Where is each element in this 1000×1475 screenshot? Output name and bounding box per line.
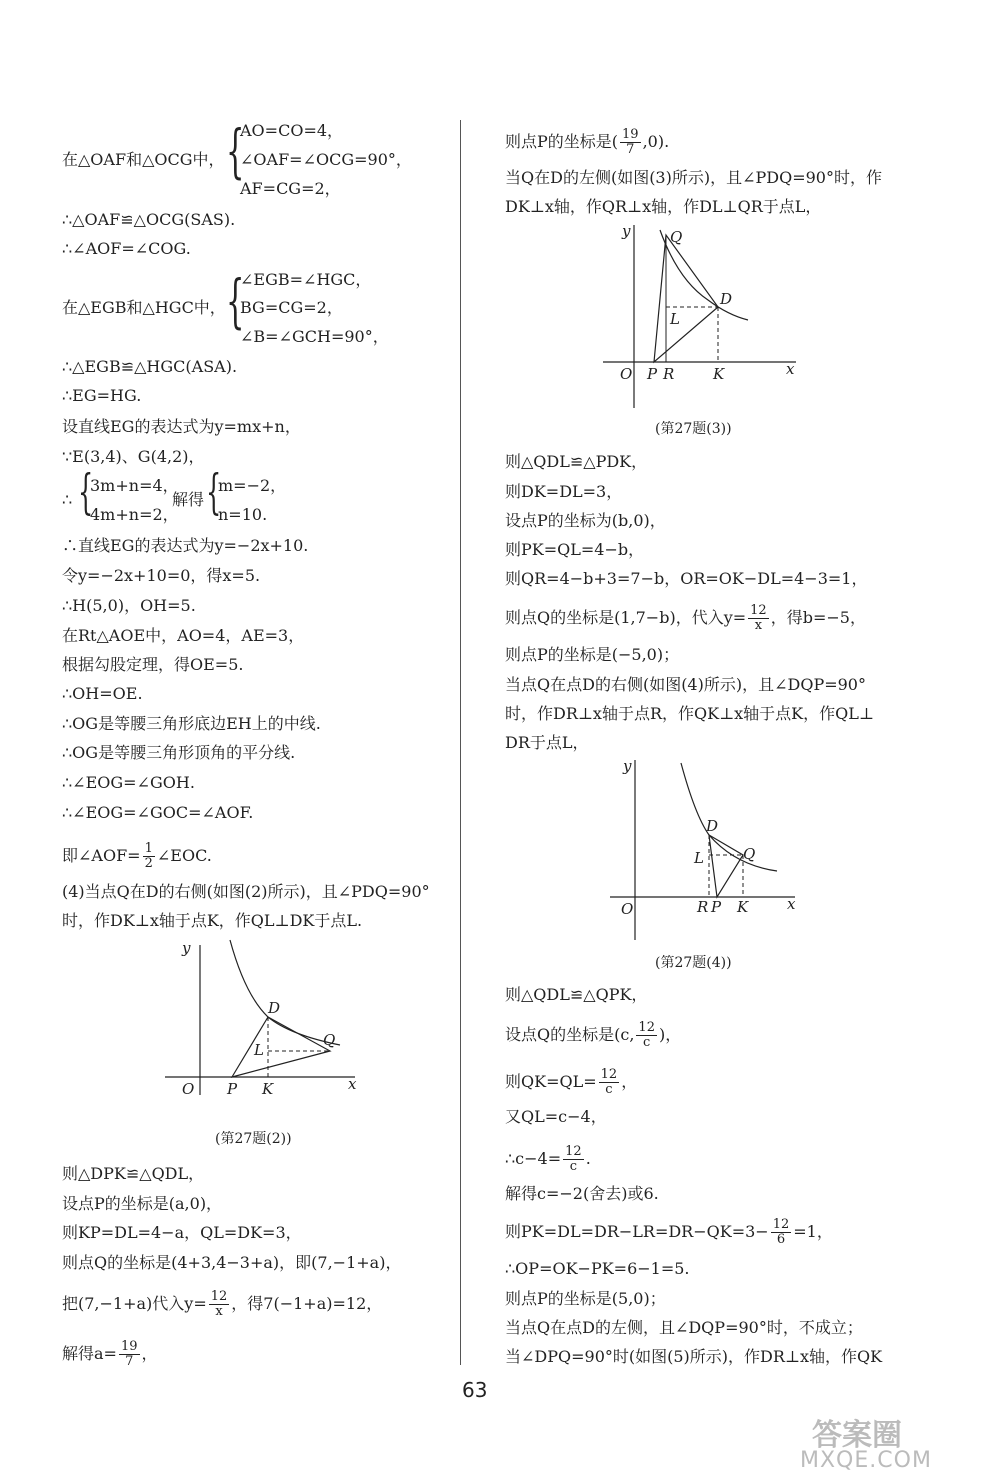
- text-line: 当∠DPQ=90°时(如图(5)所示)，作DR⊥x轴，作QK: [505, 1347, 883, 1366]
- text-line: [62, 1340, 158, 1369]
- label-x: x: [786, 360, 795, 378]
- sys3-mid: 解得: [172, 490, 205, 509]
- label-o: O: [621, 900, 634, 918]
- fraction-num: 19: [120, 1339, 138, 1354]
- brace: {: [226, 267, 245, 335]
- text-line: ∴∠EOG=∠GOC=∠AOF.: [62, 803, 254, 822]
- fraction-den: c: [569, 1159, 578, 1174]
- sys3-line: 3m+n=4，: [90, 476, 179, 495]
- label-y: y: [182, 939, 191, 957]
- label-d: D: [268, 999, 281, 1017]
- caption-fig2: (第27题(2)): [215, 1131, 292, 1147]
- text-part: ，得b=−5，: [770, 608, 866, 627]
- fraction-num: 12: [638, 1020, 655, 1035]
- triangle-dqp: [709, 835, 743, 897]
- fraction: [119, 1340, 140, 1369]
- text-part: 则点Q的坐标是(1,7−b)，代入y=: [505, 608, 747, 627]
- text-line: 则点P的坐标是(5,0)；: [505, 1289, 666, 1308]
- text-part: ，: [621, 1072, 638, 1091]
- text-line: 设点P的坐标是(a,0)，: [62, 1194, 223, 1213]
- text-line: ∵E(3,4)、G(4,2)，: [62, 447, 205, 466]
- text-line: 时，作DK⊥x轴于点K，作QL⊥DK于点L.: [62, 911, 363, 930]
- label-k: K: [262, 1080, 274, 1098]
- text-line: [505, 128, 669, 157]
- fraction-den: 7: [626, 142, 635, 157]
- brace: {: [78, 464, 94, 520]
- text-line: 根据勾股定理，得OE=5.: [62, 655, 244, 674]
- text-part: =1，: [793, 1222, 833, 1241]
- text-line: ∴OP=OK−PK=6−1=5.: [505, 1259, 690, 1278]
- text-part: 解得a=: [62, 1344, 117, 1363]
- text-line: ∴OH=OE.: [62, 684, 143, 703]
- watermark-logo: 答案圈: [812, 1418, 902, 1453]
- fraction: [620, 128, 641, 157]
- label-p: P: [227, 1080, 238, 1098]
- label-x: x: [348, 1075, 357, 1093]
- fraction: [143, 842, 155, 871]
- fraction: [599, 1068, 620, 1097]
- text-line: 则△DPK≌△QDL，: [62, 1164, 205, 1183]
- label-l: L: [670, 310, 680, 328]
- text-line: 时，作DR⊥x轴于点R，作QK⊥x轴于点K，作QL⊥: [505, 704, 874, 723]
- text-line: 在Rt△AOE中，AO=4，AE=3，: [62, 626, 305, 645]
- fraction-num: 12: [600, 1067, 618, 1082]
- hyperbola-curve: [230, 940, 340, 1045]
- fraction-num: 12: [772, 1217, 790, 1232]
- sys1-line: AF=CG=2，: [240, 179, 341, 198]
- text-part: 则QK=QL=: [505, 1072, 597, 1091]
- text-line: 又QL=c−4，: [505, 1107, 607, 1126]
- text-line: ∴∠AOF=∠COG.: [62, 239, 191, 258]
- figure-2: [160, 935, 370, 1105]
- text-line: 则点Q的坐标是(4+3,4−3+a)，即(7,−1+a)，: [62, 1253, 402, 1272]
- text-line: 当Q在D的左侧(如图(3)所示)，且∠PDQ=90°时，作: [505, 168, 882, 187]
- label-r: R: [663, 365, 675, 383]
- text-line: [505, 1021, 681, 1050]
- text-line: 则KP=DL=4−a，QL=DK=3，: [62, 1223, 302, 1242]
- label-p: P: [711, 898, 722, 916]
- fraction: [209, 1290, 230, 1319]
- text-line: ∴∠EOG=∠GOH.: [62, 773, 195, 792]
- fraction-num: 12: [565, 1144, 582, 1159]
- text-line: DR于点L，: [505, 733, 589, 752]
- text-line: 当点Q在点D的右侧(如图(4)所示)，且∠DQP=90°: [505, 675, 866, 694]
- fraction-den: 6: [776, 1232, 786, 1247]
- text-part: 设点Q的坐标是(c,: [505, 1025, 635, 1044]
- text-line: ∴直线EG的表达式为y=−2x+10.: [62, 536, 309, 555]
- text-part: 则PK=DL=DR−LR=DR−QK=3−: [505, 1222, 769, 1241]
- text-part: )，: [658, 1025, 682, 1044]
- label-d: D: [720, 290, 733, 308]
- fraction-den: c: [643, 1035, 651, 1050]
- triangle-pqd: [654, 235, 718, 362]
- text-part: .: [585, 1149, 591, 1168]
- text-line: 则△QDL≌△PDK，: [505, 452, 648, 471]
- text-line: 解得c=−2(舍去)或6.: [505, 1184, 659, 1203]
- text-line: ∴OG是等腰三角形顶角的平分线.: [62, 743, 296, 762]
- sys3-prefix: ∴: [62, 490, 73, 509]
- sys3b-line: m=−2，: [218, 476, 287, 495]
- watermark-url: MXQE.COM: [800, 1448, 932, 1473]
- label-q: Q: [670, 228, 683, 246]
- label-l: L: [254, 1041, 264, 1059]
- text-line: 令y=−2x+10=0，得x=5.: [62, 566, 261, 585]
- fraction-num: 1: [144, 841, 153, 856]
- fraction: [748, 604, 769, 633]
- text-line: 则PK=QL=4−b，: [505, 540, 645, 559]
- page-number: 63: [462, 1378, 488, 1402]
- text-line: 则△QDL≌△QPK，: [505, 985, 648, 1004]
- label-q: Q: [323, 1031, 336, 1049]
- fraction: [563, 1145, 584, 1174]
- label-l: L: [694, 849, 704, 867]
- sys1-prefix: 在△OAF和△OCG中，: [62, 150, 225, 169]
- text-line: [505, 604, 866, 633]
- text-line: 则QR=4−b+3=7−b，OR=OK−DL=4−3=1，: [505, 569, 868, 588]
- text-line: [505, 1145, 591, 1174]
- text-line: ∴H(5,0)，OH=5.: [62, 596, 196, 615]
- text-line: [62, 842, 212, 871]
- fraction-num: 12: [750, 603, 767, 618]
- brace: {: [206, 464, 222, 520]
- text-part: 把(7,−1+a)代入y=: [62, 1294, 207, 1313]
- text-line: ∴△OAF≌△OCG(SAS).: [62, 210, 236, 229]
- label-o: O: [182, 1080, 195, 1098]
- text-line: [505, 1068, 637, 1097]
- text-part: ∴c−4=: [505, 1149, 562, 1168]
- fraction-den: x: [754, 618, 763, 633]
- fraction-den: c: [605, 1082, 613, 1097]
- label-d: D: [706, 817, 719, 835]
- sys2-line: ∠B=∠GCH=90°，: [240, 327, 389, 346]
- caption-fig3: (第27题(3)): [655, 421, 732, 437]
- text-line: 设点P的坐标为(b,0)，: [505, 511, 666, 530]
- text-line: 则点P的坐标是(−5,0)；: [505, 645, 680, 664]
- fraction-den: 2: [144, 856, 153, 871]
- text-line: 设直线EG的表达式为y=mx+n，: [62, 417, 301, 436]
- text-part: 即∠AOF=: [62, 846, 141, 865]
- sys3-line: 4m+n=2，: [90, 505, 179, 524]
- text-line: 当点Q在点D的左侧，且∠DQP=90°时，不成立；: [505, 1318, 863, 1337]
- sys2-prefix: 在△EGB和△HGC中，: [62, 298, 226, 317]
- text-part: ∠EOC.: [156, 846, 212, 865]
- text-line: (4)当点Q在D的右侧(如图(2)所示)，且∠PDQ=90°: [62, 882, 430, 901]
- text-line: ∴△EGB≌△HGC(ASA).: [62, 357, 238, 376]
- label-r: R: [697, 898, 709, 916]
- sys1-line: AO=CO=4，: [240, 121, 344, 140]
- brace: {: [226, 117, 245, 185]
- text-part: ，得7(−1+a)=12，: [231, 1294, 383, 1313]
- sys3b-line: n=10.: [218, 505, 268, 524]
- label-p: P: [647, 365, 658, 383]
- text-line: ∴OG是等腰三角形底边EH上的中线.: [62, 714, 321, 733]
- label-o: O: [620, 365, 633, 383]
- sys2-line: BG=CG=2，: [240, 298, 343, 317]
- figure-4: [605, 755, 805, 945]
- label-k: K: [737, 898, 749, 916]
- column-divider: [460, 120, 461, 1365]
- label-y: y: [622, 222, 631, 240]
- fraction-den: 7: [125, 1354, 134, 1369]
- label-x: x: [787, 895, 796, 913]
- fraction: [771, 1218, 792, 1247]
- text-part: 则点P的坐标是(: [505, 132, 619, 151]
- fraction: [636, 1021, 657, 1050]
- label-q: Q: [743, 845, 756, 863]
- sys1-line: ∠OAF=∠OCG=90°，: [240, 150, 412, 169]
- figure-3: [598, 220, 808, 415]
- fraction-num: 12: [210, 1289, 228, 1304]
- text-line: [505, 1218, 833, 1247]
- label-k: K: [713, 365, 725, 383]
- fraction-num: 19: [622, 127, 639, 142]
- text-line: ∴EG=HG.: [62, 386, 142, 405]
- text-part: ,0).: [642, 132, 670, 151]
- text-line: 则DK=DL=3，: [505, 482, 623, 501]
- fraction-den: x: [215, 1304, 223, 1319]
- text-line: DK⊥x轴，作QR⊥x轴，作DL⊥QR于点L，: [505, 197, 822, 216]
- caption-fig4: (第27题(4)): [655, 955, 732, 971]
- label-y: y: [623, 757, 632, 775]
- text-line: [62, 1290, 382, 1319]
- sys2-line: ∠EGB=∠HGC，: [240, 270, 372, 289]
- text-part: ，: [141, 1344, 158, 1363]
